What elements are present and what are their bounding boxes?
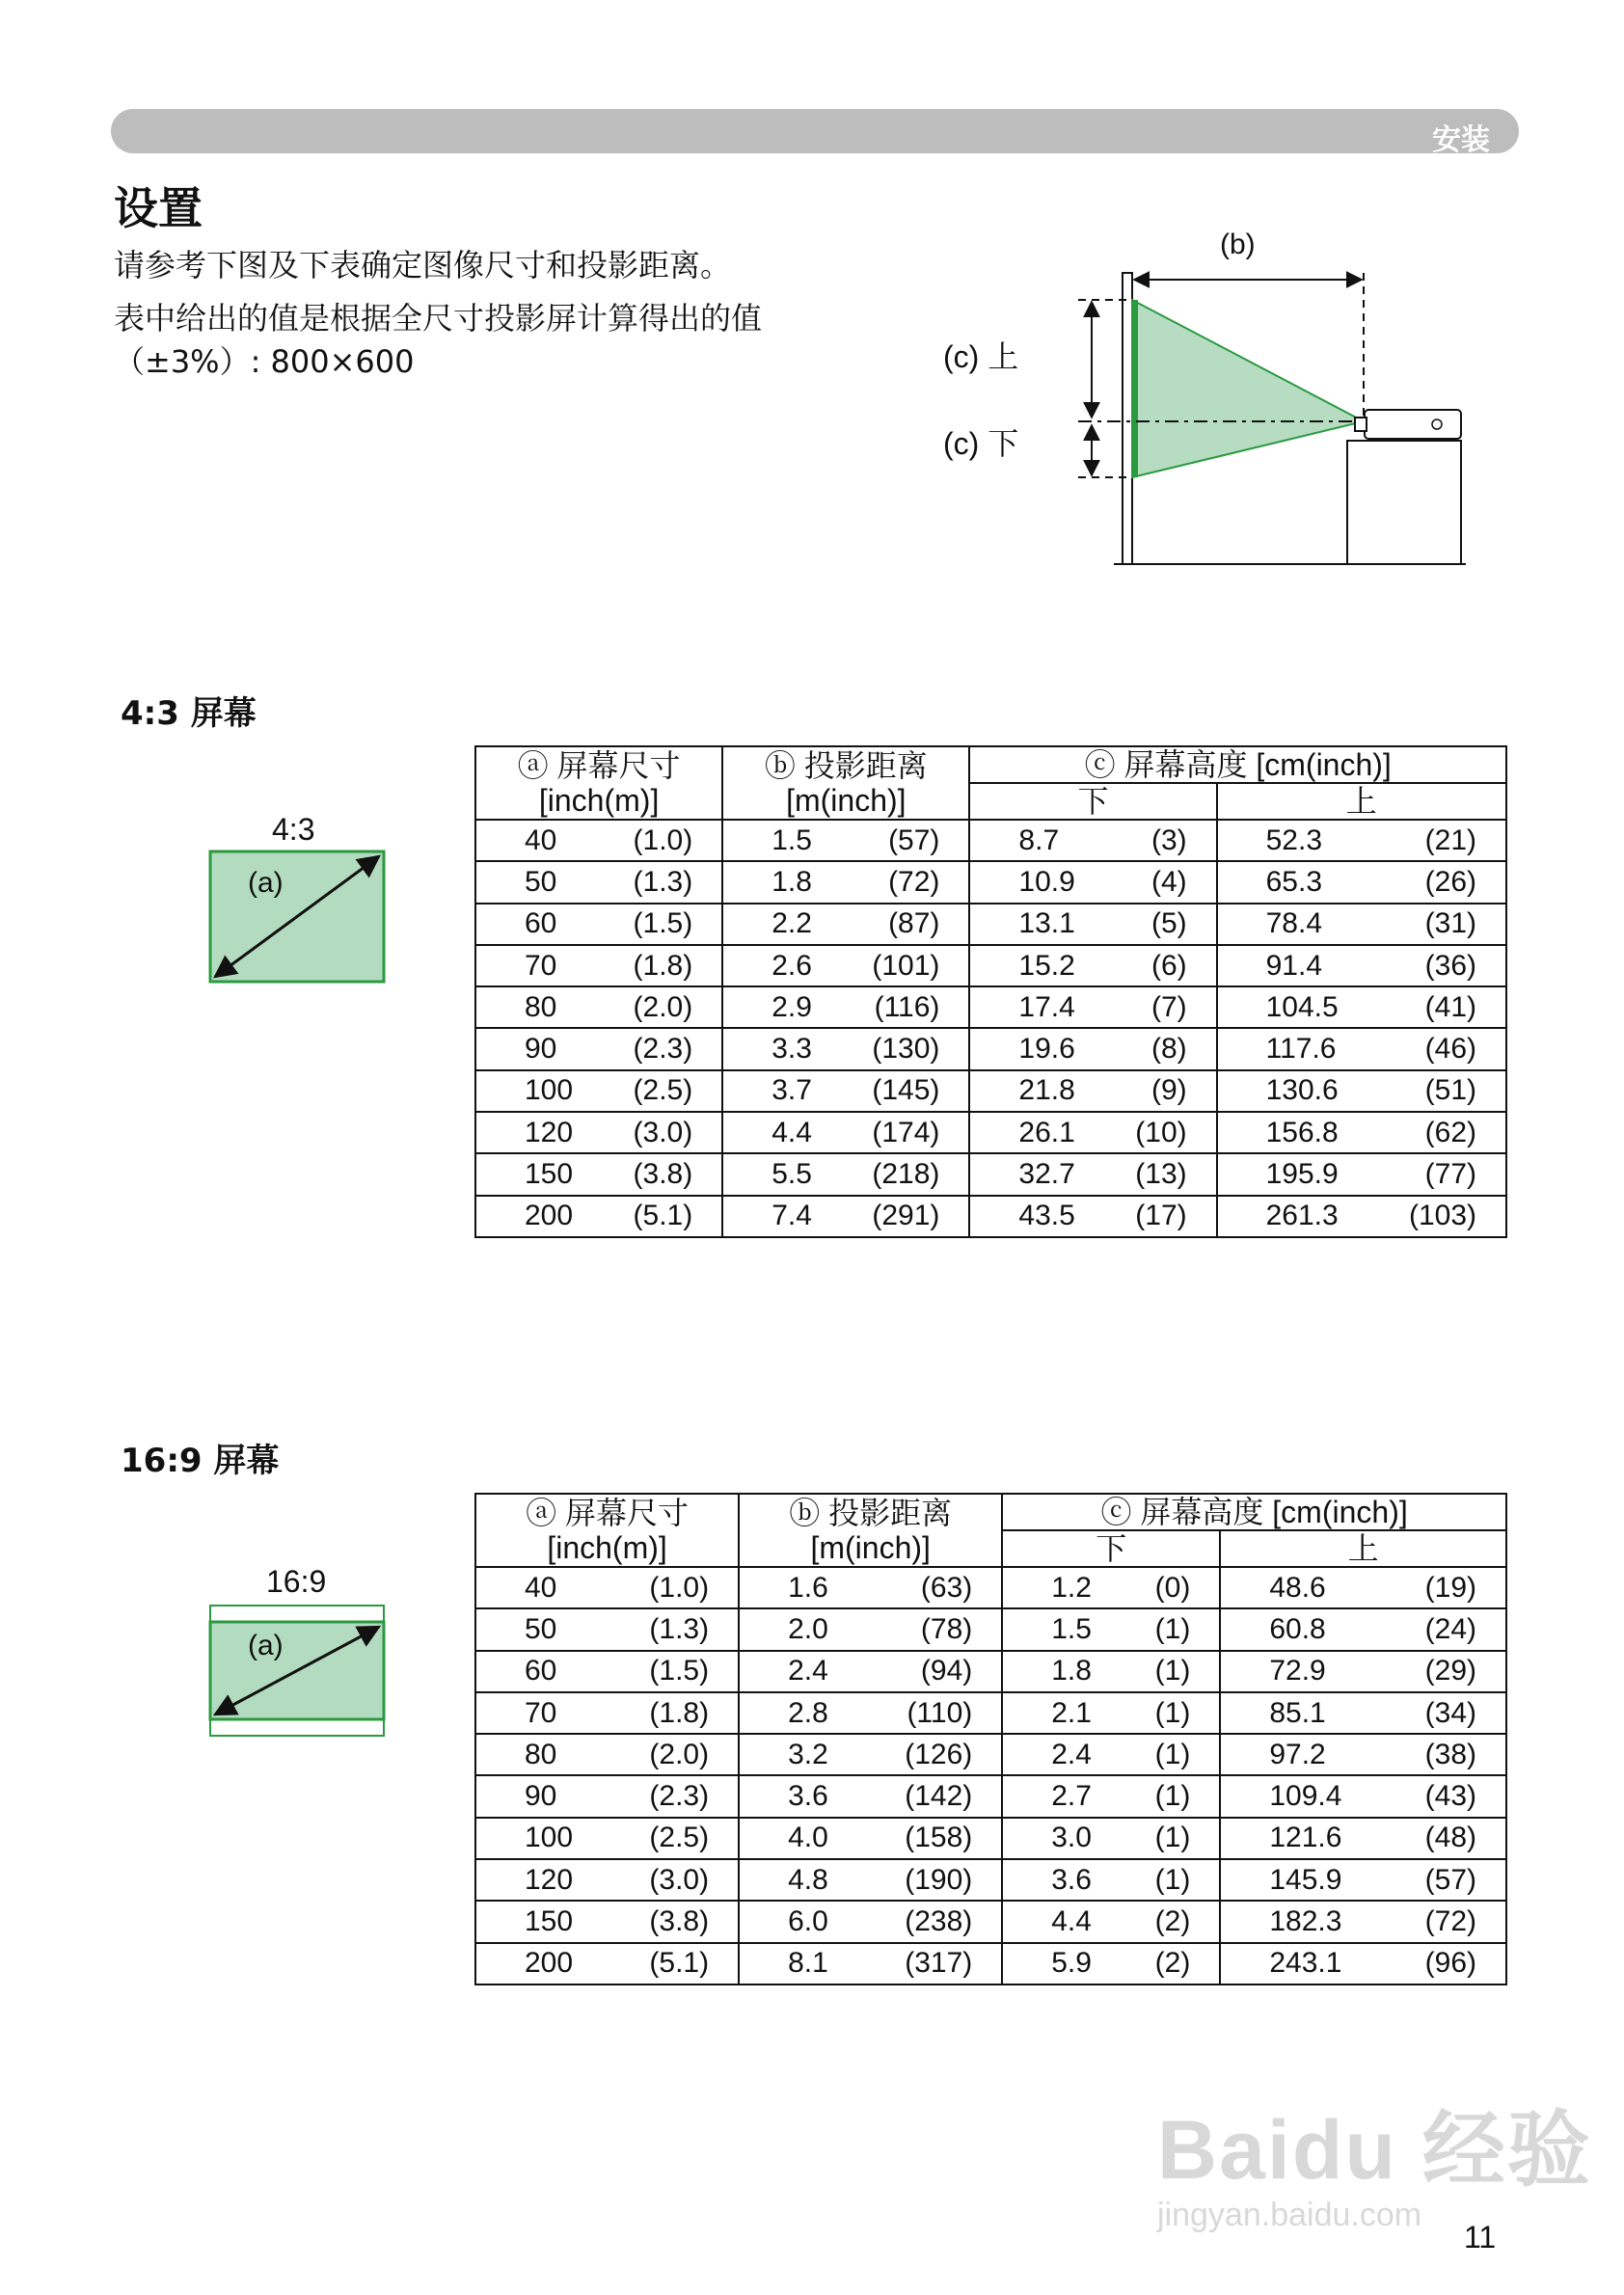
table-cell: 60 (1.5) <box>475 1651 739 1692</box>
table-cell: 13.1 (5) <box>969 904 1216 945</box>
table-cell: 200 (5.1) <box>475 1196 722 1237</box>
ratio-label-16-9: 16:9 <box>266 1564 327 1599</box>
table-row <box>475 1608 1506 1650</box>
table-row <box>475 1775 1506 1817</box>
page-number: 11 <box>1464 2220 1497 2254</box>
table-cell: 150 (3.8) <box>475 1901 739 1942</box>
table-cell: 43.5 (17) <box>969 1196 1216 1237</box>
table-row <box>475 1028 1506 1069</box>
table-cell: 3.7 (145) <box>722 1070 969 1112</box>
table-cell: 80 (2.0) <box>475 986 722 1028</box>
section-header-bar <box>111 109 1519 157</box>
table-cell: 109.4 (43) <box>1220 1775 1506 1817</box>
table-cell: 8.7 (3) <box>969 820 1216 861</box>
table-cell: 15.2 (6) <box>969 945 1216 986</box>
table-cell: 50 (1.3) <box>475 1608 739 1650</box>
table-cell: 1.5 (57) <box>722 820 969 861</box>
table-cell: 3.2 (126) <box>739 1734 1002 1775</box>
table-row <box>475 1943 1506 1984</box>
diagonal-label-4-3: (a) <box>248 867 284 899</box>
table-cell: 6.0 (238) <box>739 1901 1002 1942</box>
intro-line-1: 请参考下图及下表确定图像尺寸和投影距离。 <box>114 247 732 284</box>
table-cell: 2.6 (101) <box>722 945 969 986</box>
table-cell: 1.5 (1) <box>1002 1608 1220 1650</box>
table-cell: 104.5 (41) <box>1217 986 1506 1028</box>
table-cell: 200 (5.1) <box>475 1943 739 1984</box>
table-cell: 2.9 (116) <box>722 986 969 1028</box>
table-cell: 2.0 (78) <box>739 1608 1002 1650</box>
table-cell: 60 (1.5) <box>475 904 722 945</box>
table-row <box>475 861 1506 903</box>
table-cell: 17.4 (7) <box>969 986 1216 1028</box>
table-row <box>475 820 1506 861</box>
screen-shape-4-3 <box>207 849 391 988</box>
table-cell: 145.9 (57) <box>1220 1859 1506 1901</box>
table-cell: 243.1 (96) <box>1220 1943 1506 1984</box>
table-cell: 32.7 (13) <box>969 1153 1216 1195</box>
label-b: (b) <box>1220 229 1256 260</box>
table-cell: 60.8 (24) <box>1220 1608 1506 1650</box>
table-16-9 <box>474 1493 1507 1985</box>
table-cell: 117.6 (46) <box>1217 1028 1506 1069</box>
table-cell: 52.3 (21) <box>1217 820 1506 861</box>
table-row <box>475 1901 1506 1942</box>
section-title-4-3: 4:3 屏幕 <box>121 694 257 733</box>
table-row <box>475 1070 1506 1112</box>
label-c-up: (c) 上 <box>943 339 1019 374</box>
table-cell: 1.2 (0) <box>1002 1567 1220 1608</box>
table-cell: 2.1 (1) <box>1002 1692 1220 1734</box>
table-cell: 100 (2.5) <box>475 1070 722 1112</box>
screen-shape-16-9 <box>207 1603 391 1742</box>
table-row <box>475 904 1506 945</box>
col-c-up-header: 上 <box>1217 783 1506 820</box>
table-cell: 5.9 (2) <box>1002 1943 1220 1984</box>
col-a-header: ⓐ 屏幕尺寸 [inch(m)] <box>475 746 722 820</box>
col-c-up-header: 上 <box>1220 1530 1506 1567</box>
table-cell: 120 (3.0) <box>475 1112 722 1153</box>
ratio-label-4-3: 4:3 <box>272 812 315 847</box>
table-row <box>475 1651 1506 1692</box>
table-cell: 3.6 (142) <box>739 1775 1002 1817</box>
table-cell: 150 (3.8) <box>475 1153 722 1195</box>
table-row <box>475 945 1506 986</box>
col-b-header: ⓑ 投影距离 [m(inch)] <box>722 746 969 820</box>
table-cell: 90 (2.3) <box>475 1028 722 1069</box>
projection-beam <box>1132 300 1364 477</box>
table-cell: 50 (1.3) <box>475 861 722 903</box>
table-cell: 10.9 (4) <box>969 861 1216 903</box>
table-cell: 2.8 (110) <box>739 1692 1002 1734</box>
table-cell: 121.6 (48) <box>1220 1818 1506 1859</box>
section-title-16-9: 16:9 屏幕 <box>121 1442 280 1480</box>
table-cell: 5.5 (218) <box>722 1153 969 1195</box>
table-4-3 <box>474 745 1507 1238</box>
table-row <box>475 1112 1506 1153</box>
label-c-down: (c) 下 <box>943 426 1019 461</box>
table-cell: 91.4 (36) <box>1217 945 1506 986</box>
table-cell: 3.0 (1) <box>1002 1818 1220 1859</box>
table-cell: 4.4 (174) <box>722 1112 969 1153</box>
table-cell: 1.8 (1) <box>1002 1651 1220 1692</box>
table-cell: 2.4 (1) <box>1002 1734 1220 1775</box>
projector-icon <box>1355 410 1461 439</box>
table-cell: 195.9 (77) <box>1217 1153 1506 1195</box>
table-cell: 100 (2.5) <box>475 1818 739 1859</box>
table-cell: 70 (1.8) <box>475 945 722 986</box>
table-row <box>475 1196 1506 1237</box>
table-cell: 130.6 (51) <box>1217 1070 1506 1112</box>
col-c-down-header: 下 <box>1002 1530 1220 1567</box>
col-c-header: ⓒ 屏幕高度 [cm(inch)] <box>969 746 1506 783</box>
table-cell: 261.3 (103) <box>1217 1196 1506 1237</box>
table-row <box>475 986 1506 1028</box>
table-cell: 40 (1.0) <box>475 1567 739 1608</box>
table-row <box>475 1859 1506 1901</box>
table-row <box>475 1153 1506 1195</box>
table-cell: 8.1 (317) <box>739 1943 1002 1984</box>
table-cell: 1.8 (72) <box>722 861 969 903</box>
intro-line-2: 表中给出的值是根据全尺寸投影屏计算得出的值 <box>114 300 763 337</box>
table-cell: 4.0 (158) <box>739 1818 1002 1859</box>
table-row <box>475 1734 1506 1775</box>
table-cell: 3.3 (130) <box>722 1028 969 1069</box>
table-cell: 2.7 (1) <box>1002 1775 1220 1817</box>
table-cell: 97.2 (38) <box>1220 1734 1506 1775</box>
table-cell: 70 (1.8) <box>475 1692 739 1734</box>
table-cell: 19.6 (8) <box>969 1028 1216 1069</box>
table-row <box>475 1567 1506 1608</box>
table-cell: 21.8 (9) <box>969 1070 1216 1112</box>
baidu-watermark: Baidu 经验 jingyan.baidu.com <box>1157 2104 1592 2233</box>
intro-line-3: （±3%）: 800×600 <box>114 343 415 380</box>
col-b-header: ⓑ 投影距离 [m(inch)] <box>739 1494 1002 1567</box>
table-cell: 156.8 (62) <box>1217 1112 1506 1153</box>
table-cell: 78.4 (31) <box>1217 904 1506 945</box>
table-row <box>475 1692 1506 1734</box>
table-cell: 48.6 (19) <box>1220 1567 1506 1608</box>
col-c-down-header: 下 <box>969 783 1216 820</box>
table-cell: 40 (1.0) <box>475 820 722 861</box>
table-cell: 90 (2.3) <box>475 1775 739 1817</box>
table-cell: 4.4 (2) <box>1002 1901 1220 1942</box>
table-cell: 2.4 (94) <box>739 1651 1002 1692</box>
page-title: 设置 <box>114 182 203 234</box>
table-cell: 4.8 (190) <box>739 1859 1002 1901</box>
table-cell: 65.3 (26) <box>1217 861 1506 903</box>
table-cell: 80 (2.0) <box>475 1734 739 1775</box>
col-a-header: ⓐ 屏幕尺寸 [inch(m)] <box>475 1494 739 1567</box>
table-cell: 72.9 (29) <box>1220 1651 1506 1692</box>
section-label: 安装 <box>1432 123 1490 157</box>
table-cell: 26.1 (10) <box>969 1112 1216 1153</box>
table-cell: 3.6 (1) <box>1002 1859 1220 1901</box>
table-cell: 120 (3.0) <box>475 1859 739 1901</box>
table-cell: 85.1 (34) <box>1220 1692 1506 1734</box>
projection-diagram <box>926 217 1475 583</box>
table-cell: 2.2 (87) <box>722 904 969 945</box>
table-row <box>475 1818 1506 1859</box>
screen-post <box>1123 273 1132 564</box>
diagonal-label-16-9: (a) <box>248 1630 284 1661</box>
table-cell: 182.3 (72) <box>1220 1901 1506 1942</box>
col-c-header: ⓒ 屏幕高度 [cm(inch)] <box>1002 1494 1506 1530</box>
table-cell: 7.4 (291) <box>722 1196 969 1237</box>
projector-table <box>1347 441 1461 564</box>
table-cell: 1.6 (63) <box>739 1567 1002 1608</box>
